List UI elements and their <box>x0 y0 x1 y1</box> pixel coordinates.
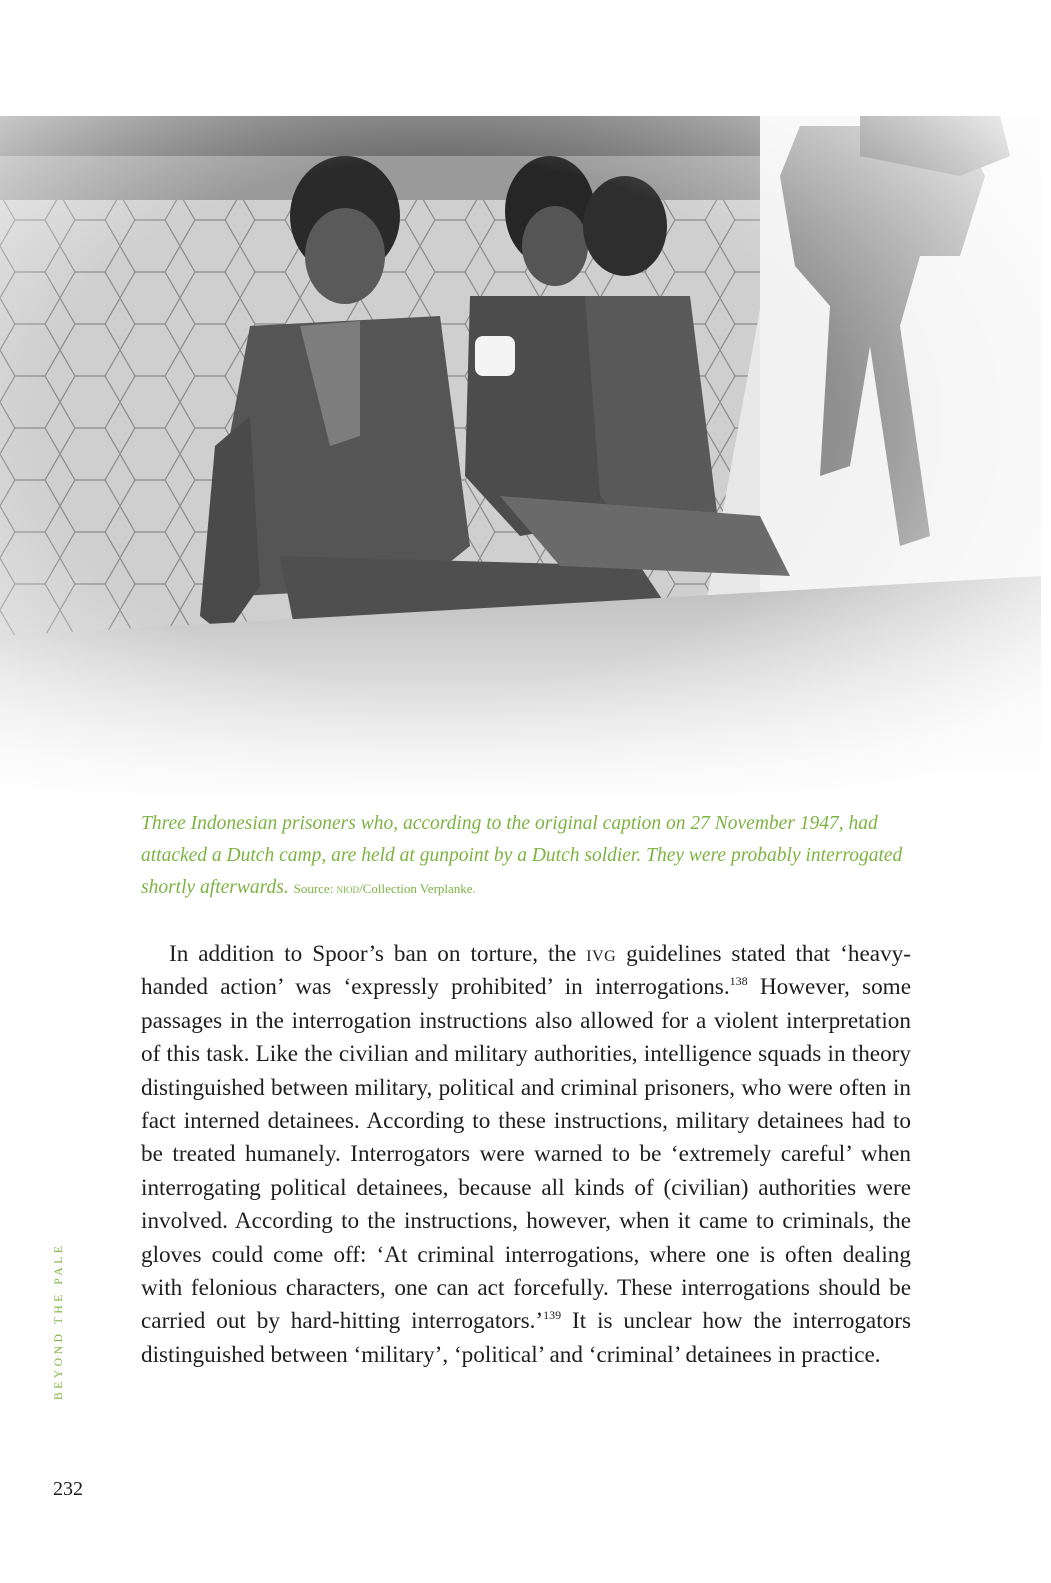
caption-text: Three Indonesian prisoners who, according to the original caption on 27 November 1947, had attacked a Dutch camp, are held at gunpoint by a Dutch soldier. They were probably interrogated shortly afterwards. <box>141 813 903 898</box>
body-text-run: In addition to Spoor’s ban on torture, the <box>169 941 587 967</box>
figure-caption <box>141 808 921 905</box>
body-paragraph <box>141 938 911 1372</box>
body-text-run: It is unclear how the interrogators distinguished between ‘military’, ‘political’ and ‘criminal’ detainees in practice. <box>141 1308 912 1368</box>
photo-illustration <box>0 116 1041 796</box>
page-number: 232 <box>53 1478 83 1500</box>
archival-photo <box>0 116 1041 796</box>
caption-source-prefix: Source: <box>293 881 337 896</box>
footnote-marker[interactable]: 138 <box>729 974 748 989</box>
body-text-run: guidelines stated that ‘heavy-handed action’ was ‘expressly prohibited’ in interrogations. <box>141 941 911 1001</box>
caption-source <box>294 881 476 896</box>
running-head: BEYOND THE PALE <box>53 1242 65 1400</box>
body-text-run: However, some passages in the interrogation instructions also allowed for a violent interpretation of this task. Like the civilian and military authorities, intelligence squads in theory distinguished between military, political and criminal prisoners, who were often in fact interned detainees. According to these instructions, military detainees had to be treated humanely. Interrogators were warned to be ‘extremely careful’ when interrogating political detainees, because all kinds of (civilian) authorities were involved. According to the instructions, however, when it came to criminals, the gloves could come off: ‘At criminal interrogations, where one is often dealing with felonious characters, one can act forcefully. These interrogations should be carried out by hard-hitting interrogators.’ <box>141 974 911 1335</box>
body-text <box>141 938 911 1372</box>
caption-source-rest: /Collection Verplanke. <box>359 881 476 896</box>
footnote-marker[interactable]: 139 <box>543 1308 562 1323</box>
abbreviation-ivg: ivg <box>586 941 617 967</box>
caption-source-org: niod <box>336 881 360 896</box>
